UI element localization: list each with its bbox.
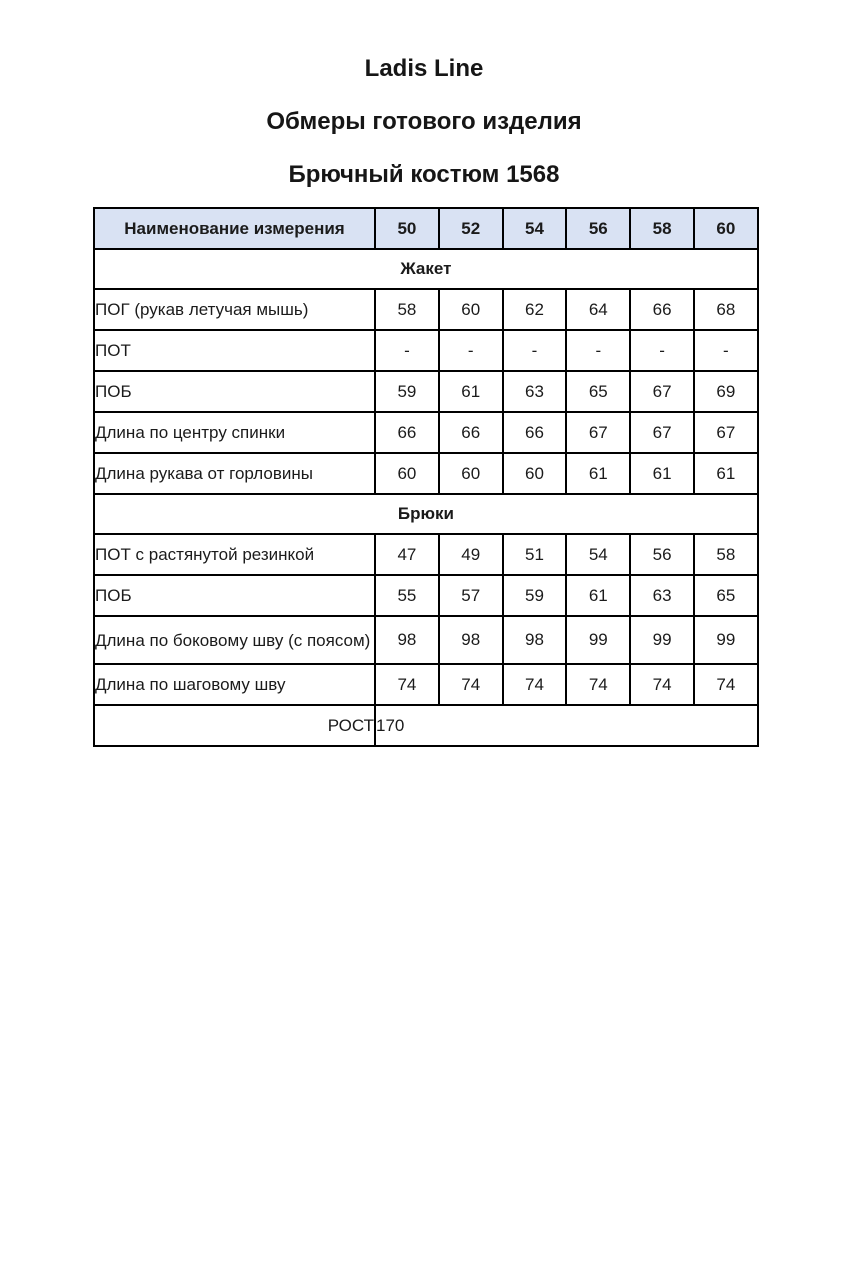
measurement-row	[94, 534, 758, 575]
value-cell: 67	[630, 371, 694, 412]
header-size-cell: 50	[375, 208, 439, 249]
value-cell: 63	[630, 575, 694, 616]
value-cell: 67	[566, 412, 630, 453]
value-cell: 66	[630, 289, 694, 330]
value-cell: 60	[375, 453, 439, 494]
measurement-row	[94, 453, 758, 494]
value-cell: 61	[694, 453, 758, 494]
value-cell: 64	[566, 289, 630, 330]
rost-label-cell: РОСТ	[94, 705, 375, 746]
row-label-cell: ПОТ	[94, 330, 375, 371]
header-size-cell: 56	[566, 208, 630, 249]
value-cell: 58	[375, 289, 439, 330]
value-cell: -	[694, 330, 758, 371]
row-label-cell: Длина рукава от горловины	[94, 453, 375, 494]
value-cell: 65	[694, 575, 758, 616]
row-label-cell: ПОТ с растянутой резинкой	[94, 534, 375, 575]
value-cell: 74	[375, 664, 439, 705]
table-header-row	[94, 208, 758, 249]
value-cell: 98	[503, 616, 567, 664]
brand-title: Ladis Line	[364, 55, 484, 82]
measurement-row	[94, 412, 758, 453]
value-cell: 68	[694, 289, 758, 330]
value-cell: 63	[503, 371, 567, 412]
value-cell: 74	[566, 664, 630, 705]
value-cell: 65	[566, 371, 630, 412]
page-subtitle: Обмеры готового изделия	[266, 108, 582, 135]
value-cell: 59	[503, 575, 567, 616]
value-cell: 56	[630, 534, 694, 575]
value-cell: 74	[630, 664, 694, 705]
measurement-row	[94, 664, 758, 705]
value-cell: 69	[694, 371, 758, 412]
document-header	[0, 0, 848, 189]
value-cell: -	[439, 330, 503, 371]
value-cell: 67	[694, 412, 758, 453]
row-label-cell: Длина по боковому шву (с поясом)	[94, 616, 375, 664]
section-row-jacket	[94, 249, 758, 289]
header-size-cell: 58	[630, 208, 694, 249]
value-cell: 99	[566, 616, 630, 664]
row-label-cell: Длина по центру спинки	[94, 412, 375, 453]
value-cell: 60	[503, 453, 567, 494]
measurement-row	[94, 616, 758, 664]
value-cell: 61	[566, 575, 630, 616]
value-cell: 74	[503, 664, 567, 705]
value-cell: 98	[439, 616, 503, 664]
value-cell: 54	[566, 534, 630, 575]
value-cell: 99	[694, 616, 758, 664]
value-cell: -	[566, 330, 630, 371]
footer-row	[94, 705, 758, 746]
measurement-row	[94, 289, 758, 330]
row-label-cell: ПОБ	[94, 371, 375, 412]
value-cell: -	[630, 330, 694, 371]
value-cell: 61	[439, 371, 503, 412]
value-cell: -	[503, 330, 567, 371]
section-title: Брюки	[94, 494, 758, 534]
value-cell: -	[375, 330, 439, 371]
row-label-cell: ПОБ	[94, 575, 375, 616]
value-cell: 60	[439, 289, 503, 330]
measurement-row	[94, 575, 758, 616]
value-cell: 58	[694, 534, 758, 575]
product-title: Брючный костюм 1568	[288, 161, 560, 188]
value-cell: 74	[694, 664, 758, 705]
value-cell: 99	[630, 616, 694, 664]
section-row-trousers	[94, 494, 758, 534]
value-cell: 59	[375, 371, 439, 412]
section-title: Жакет	[94, 249, 758, 289]
value-cell: 62	[503, 289, 567, 330]
value-cell: 66	[375, 412, 439, 453]
value-cell: 67	[630, 412, 694, 453]
value-cell: 66	[503, 412, 567, 453]
header-size-cell: 52	[439, 208, 503, 249]
value-cell: 61	[566, 453, 630, 494]
header-size-cell: 60	[694, 208, 758, 249]
value-cell: 98	[375, 616, 439, 664]
row-label-cell: ПОГ (рукав летучая мышь)	[94, 289, 375, 330]
header-size-cell: 54	[503, 208, 567, 249]
measurements-table	[93, 207, 759, 747]
value-cell: 57	[439, 575, 503, 616]
value-cell: 60	[439, 453, 503, 494]
rost-value-cell: 170	[375, 705, 758, 746]
value-cell: 61	[630, 453, 694, 494]
value-cell: 74	[439, 664, 503, 705]
measurement-row	[94, 371, 758, 412]
value-cell: 49	[439, 534, 503, 575]
value-cell: 66	[439, 412, 503, 453]
row-label-cell: Длина по шаговому шву	[94, 664, 375, 705]
value-cell: 55	[375, 575, 439, 616]
header-name-cell: Наименование измерения	[94, 208, 375, 249]
value-cell: 51	[503, 534, 567, 575]
measurement-row	[94, 330, 758, 371]
value-cell: 47	[375, 534, 439, 575]
